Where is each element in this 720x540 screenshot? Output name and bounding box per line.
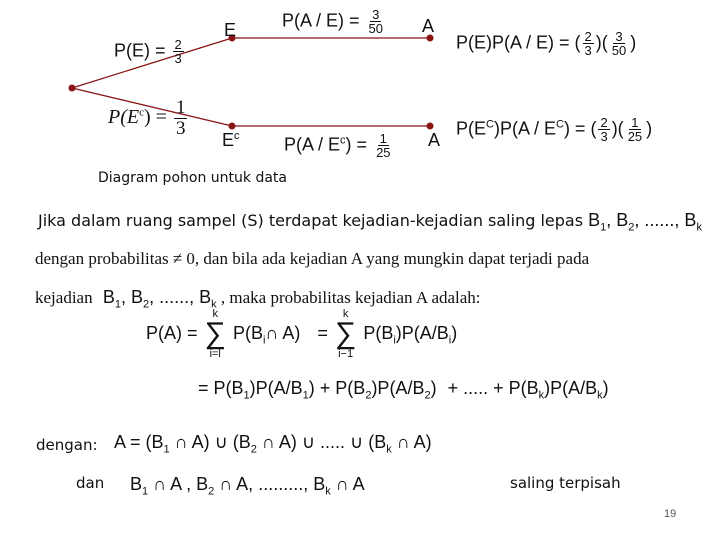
label-E: E (224, 20, 237, 40)
label-Ec: $E^c$ (222, 130, 240, 150)
total-probability-expansion: = $P(B_1)P(A/B_1) + P(B_2)P(A/B_2)$ + ..... + $P(B_k)P(A/B_k)$ (198, 378, 609, 402)
total-probability-formula: P(A) = k ∑ i=l $P(B_i\cap$ A) = k ∑ i−1 $P(B_i)P(A/B_i)$ (146, 308, 458, 360)
p-A-given-E: P(A / E) = $\frac{3}{50}$ (282, 7, 384, 36)
node-Ec (229, 123, 236, 130)
paragraph-line-2: dengan probabilitas ≠ 0, dan bila ada kejadian A yang mungkin dapat terjadi pada (35, 249, 590, 268)
node-A-bottom (427, 123, 434, 130)
diagram-caption: Diagram pohon untuk data (98, 170, 287, 186)
saling-terpisah-label: saling terpisah (510, 474, 621, 492)
p-A-given-Ec: $P(A / E^c)$ = $\frac{1}{25}$ (284, 131, 391, 160)
dan-label: dan (76, 474, 105, 492)
page-number: 19 (664, 508, 677, 520)
intersections-expression: $B_1$ ∩ A , $B_2$ ∩ A, ........., $B_k$ ∩ A (130, 474, 365, 498)
sequence-B1-Bk: $B_1$, $B_2$, ......, $B_k$ (588, 210, 702, 234)
dengan-label: dengan: (36, 436, 98, 454)
node-root (69, 85, 76, 92)
p-Ec: $P(E^c)$ = $\frac{1}{3}$ (108, 97, 186, 139)
label-A-bottom: A (428, 130, 441, 150)
product-bottom: $P(E^C)P(A / E^C)$ = ( $\frac{2}{3}$ )( $\frac{1}{25}$ ) (456, 115, 653, 144)
paragraph-line-3: kejadian $B_1$, $B_2$, ......, $B_k$ , maka probabilitas kejadian A adalah: (35, 287, 481, 311)
p-E: P(E) = $\frac{2}{3}$ (114, 37, 182, 66)
label-A-top: A (422, 16, 435, 36)
union-expression: $A = (B_1$ ∩ A) ∪ ($B_2$ ∩ A) ∪ ..... ∪ ($B_k$ ∩ A) (114, 432, 432, 456)
product-top: P(E)P(A / E) = ( $\frac{2}{3}$ )( $\frac{3}{50}$ ) (456, 29, 637, 58)
paragraph-line-1: Jika dalam ruang sampel (S) terdapat kejadian-kejadian saling lepas $B_1$, $B_2$, ......, $B_k$ (38, 210, 702, 234)
